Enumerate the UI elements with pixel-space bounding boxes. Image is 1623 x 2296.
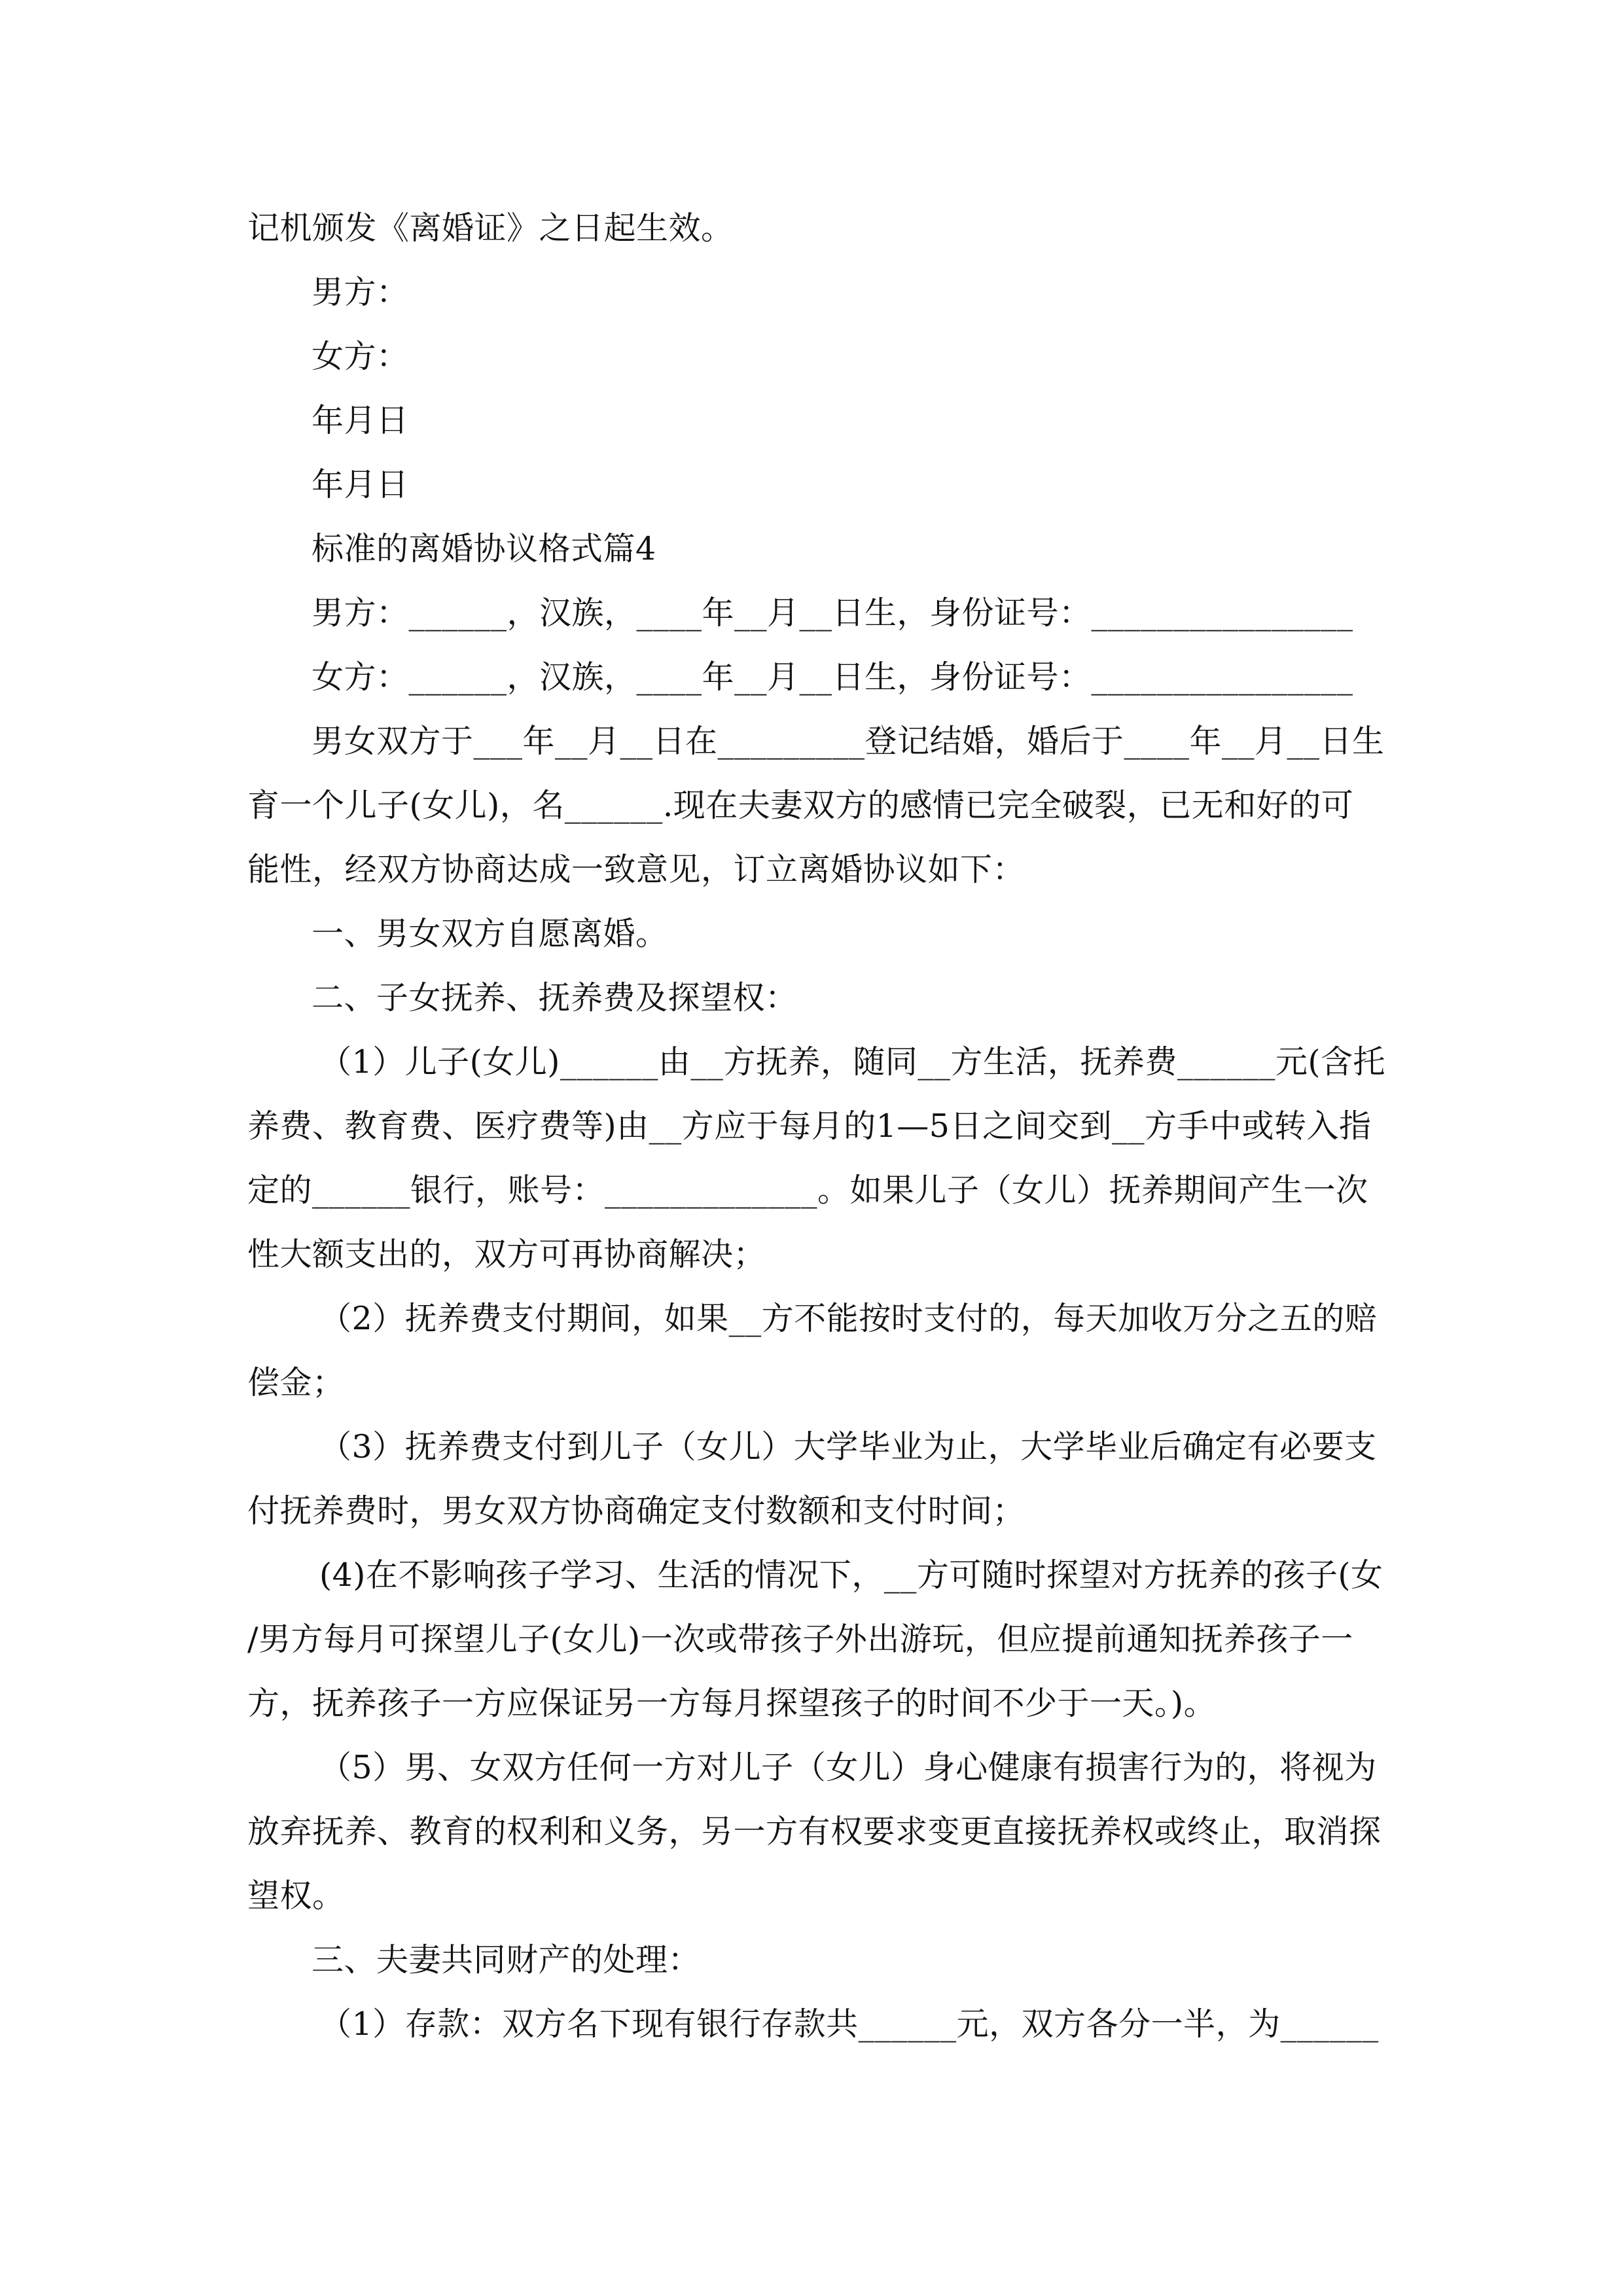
- text-line-8: 女方：______，汉族，____年__月__日生，身份证号：________________: [312, 658, 1353, 696]
- text-line-14: （1）儿子(女儿)______由__方抚养，随同__方生活，抚养费______元(含托: [319, 1043, 1386, 1081]
- text-line-13: 二、子女抚养、抚养费及探望权：: [312, 979, 798, 1016]
- text-line-17: 性大额支出的，双方可再协商解决；: [247, 1236, 766, 1273]
- text-line-29: （1）存款：双方名下现有银行存款共______元，双方各分一半，为______: [319, 2005, 1379, 2043]
- text-line-16: 定的______银行，账号：_____________。如果儿子（女儿）抚养期间产生一次: [247, 1172, 1368, 1209]
- document-page: [247, 196, 1386, 2056]
- section-heading: 标准的离婚协议格式篇4: [312, 530, 656, 567]
- text-line-12: 一、男女双方自愿离婚。: [312, 915, 668, 952]
- text-line-4: 年月日: [312, 402, 409, 439]
- text-line-18: （2）抚养费支付期间，如果__方不能按时支付的，每天加收万分之五的赔: [319, 1300, 1378, 1337]
- text-line-25: （5）男、女双方任何一方对儿子（女儿）身心健康有损害行为的，将视为: [319, 1749, 1377, 1786]
- text-line-19: 偿金；: [247, 1364, 345, 1401]
- text-line-24: 方，抚养孩子一方应保证另一方每月探望孩子的时间不少于一天。)。: [247, 1685, 1217, 1722]
- text-line-23: /男方每月可探望儿子(女儿)一次或带孩子外出游玩，但应提前通知抚养孩子一: [247, 1621, 1353, 1658]
- text-line-11: 能性，经双方协商达成一致意见，订立离婚协议如下：: [247, 851, 1026, 888]
- text-line-7: 男方：______，汉族，____年__月__日生，身份证号：________________: [312, 594, 1353, 632]
- text-line-21: 付抚养费时，男女双方协商确定支付数额和支付时间；: [247, 1492, 1026, 1530]
- text-line-27: 望权。: [247, 1877, 345, 1914]
- text-line-26: 放弃抚养、教育的权利和义务，另一方有权要求变更直接抚养权或终止，取消探: [247, 1813, 1382, 1850]
- text-line-3: 女方：: [312, 338, 409, 375]
- text-line-15: 养费、教育费、医疗费等)由__方应于每月的1—5日之间交到__方手中或转入指: [247, 1107, 1372, 1145]
- text-line-22: (4)在不影响孩子学习、生活的情况下，__方可随时探望对方抚养的孩子(女: [319, 1556, 1383, 1594]
- text-line-10: 育一个儿子(女儿)，名______.现在夫妻双方的感情已完全破裂，已无和好的可: [247, 787, 1354, 824]
- text-line-20: （3）抚养费支付到儿子（女儿）大学毕业为止，大学毕业后确定有必要支: [319, 1428, 1377, 1465]
- text-line-5: 年月日: [312, 466, 409, 503]
- text-line-28: 三、夫妻共同财产的处理：: [312, 1941, 701, 1979]
- text-line-1: 记机颁发《离婚证》之日起生效。: [247, 209, 734, 247]
- text-line-2: 男方：: [312, 274, 409, 311]
- text-line-9: 男女双方于___年__月__日在_________登记结婚，婚后于____年__月__日生: [312, 723, 1385, 760]
